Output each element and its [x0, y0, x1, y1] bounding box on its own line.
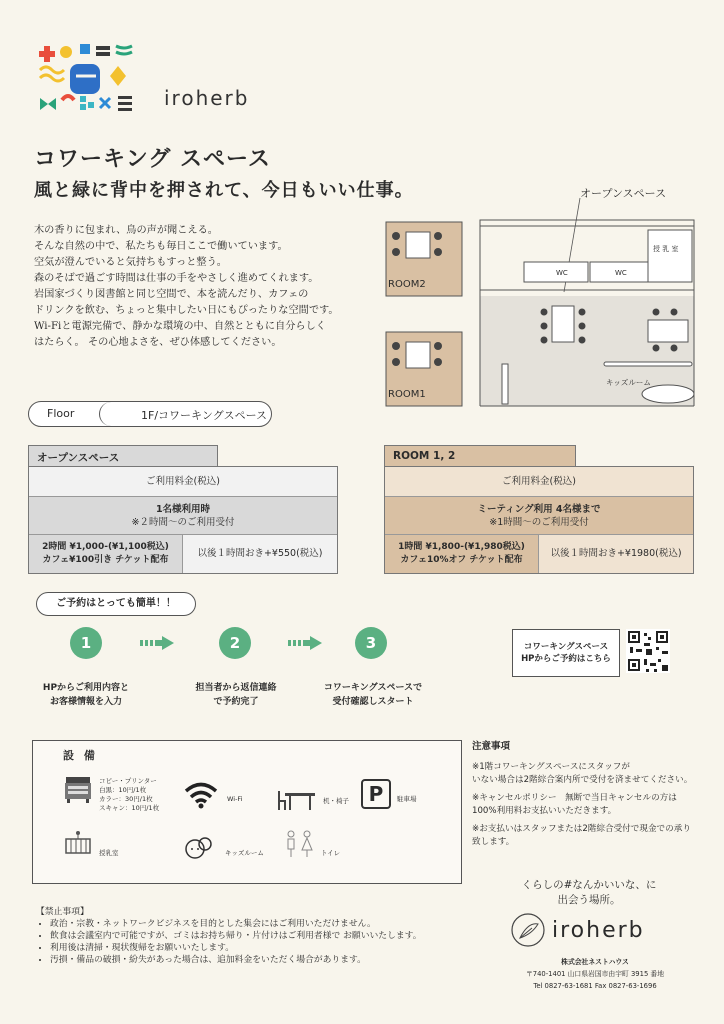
room2-label: ROOM2	[388, 279, 426, 290]
plan-note: ※1時間〜のご利用受付	[489, 517, 589, 528]
nursing-room-label: 授 乳 室	[653, 245, 679, 253]
list-item: • 政治・宗教・ネットワークビジネスを目的とした集会にはご利用いただけません。	[50, 918, 476, 930]
iroherb-leaf-logo-icon	[508, 912, 548, 948]
notice-header: 注意事項	[472, 741, 511, 752]
footer-brand: iroherb	[552, 918, 645, 943]
base-price: 2時間 ¥1,000-(¥1,100税込)	[42, 542, 169, 552]
brand-name: iroherb	[164, 86, 250, 110]
parking-label: 駐車場	[397, 795, 417, 803]
step-3-circle: 3	[355, 627, 387, 659]
intro-text: 木の香りに包まれ、鳥の声が聞こえる。 そんな自然の中で、私たちも毎日ここで働いています。 空気が澄んでいると気持ちもすっと整う。 森のそばで過ごす時間は仕事の手をやさしく進めてくれます。 岩国家づくり図書館と同じ空間で、本を読んだり、カフェの ドリンクを飲む、ちょっと集中したい日にもぴったりな空間です。 Wi-Fiと電源完備で、静かな環境の中、自然とともに自分らしく はたらく。 その心地よさを、ぜひ体感してください。	[34, 225, 339, 348]
copier-icon	[63, 775, 93, 805]
nursing-label: 授乳室	[99, 849, 119, 857]
open-space-label: オープンスペース	[580, 187, 667, 200]
plan-title: ミーティング利用 4名様まで	[477, 504, 601, 515]
step-1-circle: 1	[70, 627, 102, 659]
kids-room-label: キッズルーム	[606, 378, 651, 387]
extra-price: 以後１時間おき+¥550(税込)	[183, 535, 337, 573]
hp-reservation-link[interactable]: コワーキングスペース HPからご予約はこちら	[512, 629, 620, 677]
wc-label: WC	[615, 269, 627, 277]
step-3-text: コワーキングスペースで 受付確認しスタート	[323, 683, 423, 707]
step-2-circle: 2	[219, 627, 251, 659]
iroherb-logo-icon	[36, 40, 144, 112]
room1-label: ROOM1	[388, 389, 426, 400]
kids-icon	[183, 833, 213, 863]
cafe-ticket: カフェ10%オフ チケット配布	[400, 555, 523, 565]
qr-code-icon[interactable]	[626, 629, 670, 673]
open-space-price-table	[28, 466, 338, 574]
parking-icon: P	[361, 779, 391, 809]
extra-price: 以後１時間おき+¥1980(税込)	[539, 535, 693, 573]
cafe-ticket: カフェ¥100引き チケット配布	[42, 555, 169, 565]
desk-chair-icon	[277, 787, 317, 811]
plan-title: 1名様利用時	[155, 504, 211, 515]
list-item: • 利用後は清掃・現状復帰をお願いいたします。	[50, 942, 476, 954]
kids-label: キッズルーム	[225, 849, 264, 857]
floor-plan	[384, 196, 706, 410]
base-price: 1時間 ¥1,800-(¥1,980税込)	[398, 542, 525, 552]
fee-header: ご利用料金(税込)	[385, 467, 693, 497]
list-item: • 汚損・備品の破損・紛失があった場合は、追加料金をいただく場合があります。	[50, 954, 476, 966]
step-1-text: HPからご利用内容と お客様情報を入力	[42, 683, 130, 707]
steps-title: ご予約はとっても簡単！！	[36, 592, 196, 616]
prohibited-header: 【禁止事項】	[36, 907, 89, 917]
notice-section: 注意事項 ※1階コワーキングスペースにスタッフが いない場合は2階綜合案内所で受付を済ませてください。 ※キャンセルポリシー 無断で当日キャンセルの方は 100%利用料お支払いいただきます。 ※お支払いはスタッフまたは2階綜合受付で現金での承り 致します。	[472, 740, 712, 849]
equipment-header: 設 備	[63, 749, 98, 762]
desk-chair-label: 机・椅子	[323, 797, 349, 805]
fee-header: ご利用料金(税込)	[29, 467, 337, 497]
room-tab: ROOM 1, 2	[384, 445, 576, 467]
page-title: コワーキング スペース	[34, 147, 271, 172]
floor-indicator: Floor 1F/コワーキングスペース	[28, 401, 272, 427]
company-info: 株式会社ネストハウス 〒740-1401 山口県岩国市由宇町 3915 番地 Tel 0827-63-1681 Fax 0827-63-1696	[525, 958, 665, 990]
equipment-panel	[32, 740, 462, 884]
toilet-icon	[283, 829, 317, 859]
step-2-text: 担当者から返信連絡 で予約完了	[195, 683, 277, 707]
page-subtitle: 風と緑に背中を押されて、今日もいい仕事。	[34, 180, 414, 201]
open-space-tab: オープンスペース	[28, 445, 218, 467]
arrow-right-icon	[288, 636, 322, 650]
tagline: くらしの#なんかいいな、に 出会う場所。	[521, 879, 657, 906]
copier-text: コピー・プリンター 白黒：10円/1枚 カラー：30円/1枚 スキャン：10円/1枚	[99, 777, 160, 812]
wc-label: WC	[556, 269, 568, 277]
arrow-right-icon	[140, 636, 174, 650]
prohibited-section	[36, 906, 476, 966]
toilet-label: トイレ	[321, 849, 341, 857]
room-price-table	[384, 466, 694, 574]
wifi-label: Wi-Fi	[227, 795, 243, 803]
list-item: • 飲食は会議室内で可能ですが、ゴミはお持ち帰り・片付けはご利用者様で お願いいたします。	[50, 930, 476, 942]
plan-note: ※２時間〜のご利用受付	[131, 517, 235, 528]
crib-icon	[63, 829, 93, 859]
wifi-icon	[183, 781, 219, 809]
